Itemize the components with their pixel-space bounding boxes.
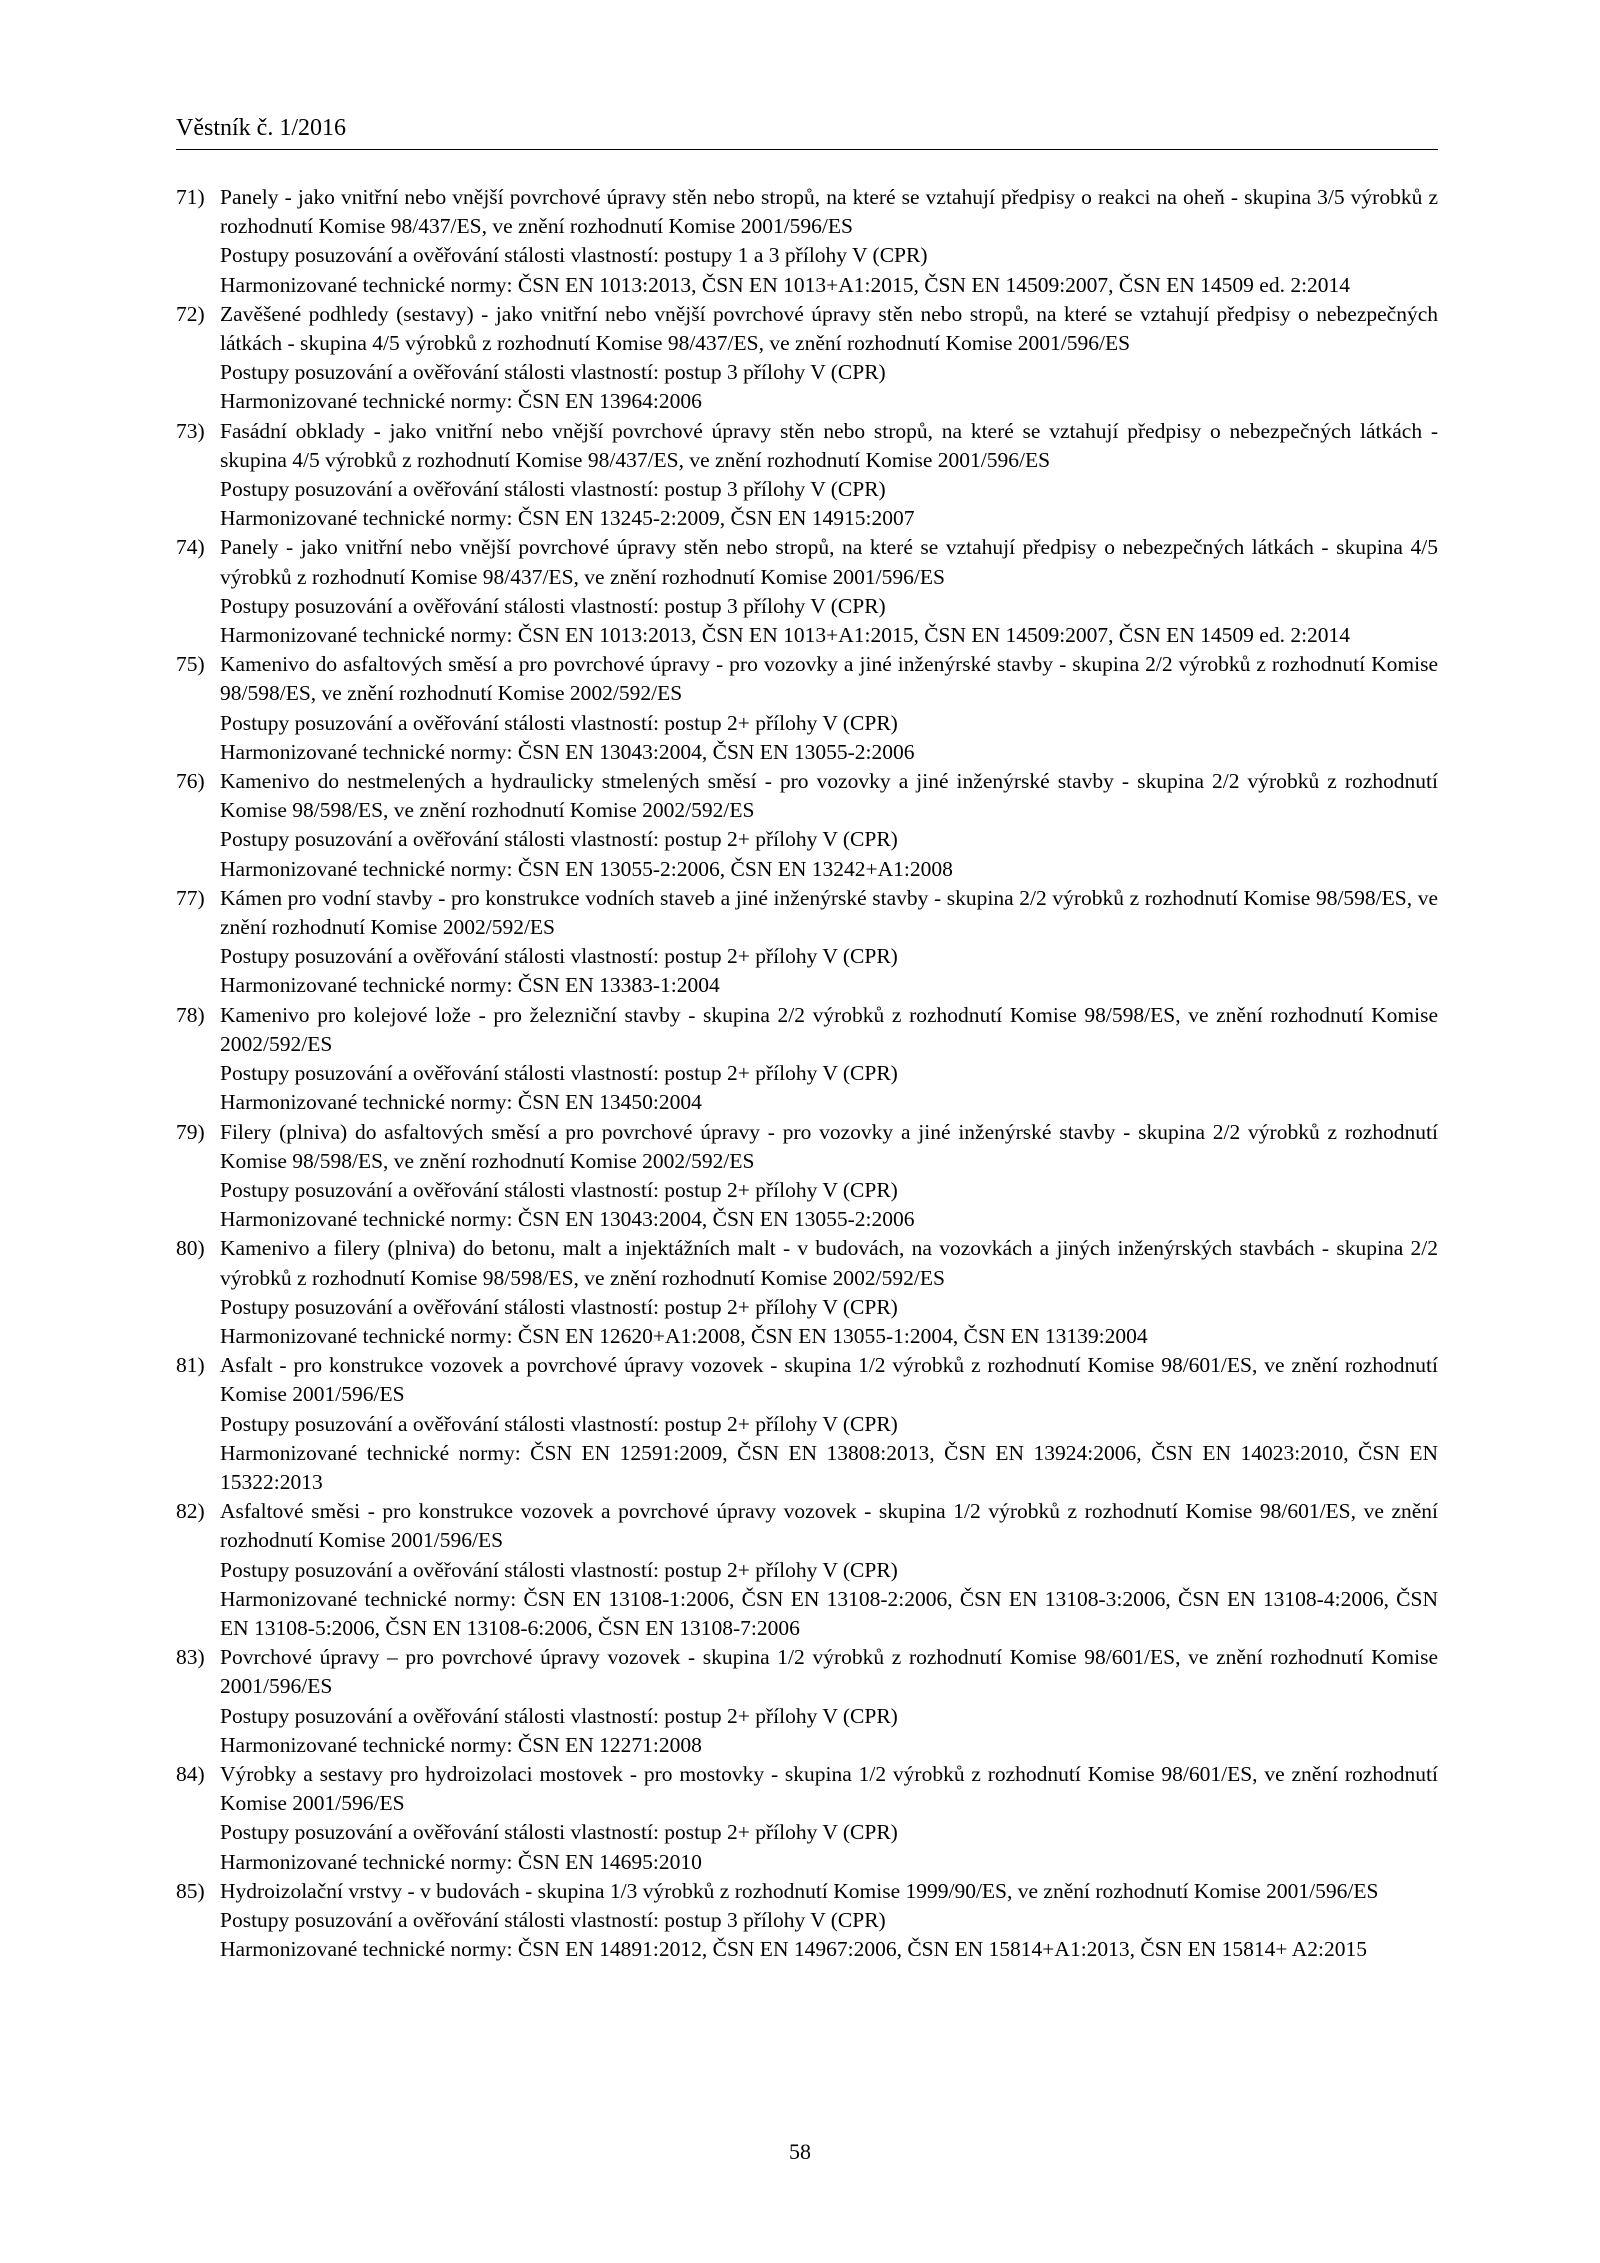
journal-title: Věstník č. 1/2016 [176,115,346,141]
item-description: Zavěšené podhledy (sestavy) - jako vnitřní nebo vnější povrchové úpravy stěn nebo stropů, na které se vztahují předpisy o nebezpečných látkách - skupina 4/5 výrobků z rozhodnutí Komise 98/437/ES, ve znění rozhodnutí Komise 2001/596/ES [220,301,1438,356]
item-procedure: Postupy posuzování a ověřování stálosti vlastností: postup 3 přílohy V (CPR) [220,360,886,385]
item-procedure: Postupy posuzování a ověřování stálosti vlastností: postup 3 přílohy V (CPR) [220,477,886,502]
list-item [176,1760,1438,1877]
item-norms: Harmonizované technické normy: ČSN EN 13450:2004 [220,1090,702,1115]
item-number: 75) [176,652,205,677]
item-norms: Harmonizované technické normy: ČSN EN 13964:2006 [220,389,702,414]
list-item [176,884,1438,1001]
item-norms: Harmonizované technické normy: ČSN EN 12271:2008 [220,1732,702,1757]
item-norms: Harmonizované technické normy: ČSN EN 13043:2004, ČSN EN 13055-2:2006 [220,1207,915,1232]
list-item [176,1118,1438,1235]
item-number: 79) [176,1119,205,1144]
item-number: 82) [176,1499,205,1524]
item-list [176,183,1438,1964]
item-number: 74) [176,535,205,560]
list-item [176,417,1438,534]
item-description: Výrobky a sestavy pro hydroizolaci mostovek - pro mostovky - skupina 1/2 výrobků z rozhodnutí Komise 98/601/ES, ve znění rozhodnutí Komise 2001/596/ES [220,1761,1438,1816]
item-number: 80) [176,1236,205,1261]
item-procedure: Postupy posuzování a ověřování stálosti vlastností: postupy 1 a 3 přílohy V (CPR) [220,243,928,268]
item-norms: Harmonizované technické normy: ČSN EN 14695:2010 [220,1849,702,1874]
item-description: Kamenivo a filery (plniva) do betonu, malt a injektážních malt - v budovách, na vozovkách a jiných inženýrských stavbách - skupina 2/2 výrobků z rozhodnutí Komise 98/598/ES, ve znění rozhodnutí Komise 2002/592/ES [220,1236,1438,1290]
item-norms: Harmonizované technické normy: ČSN EN 13108-1:2006, ČSN EN 13108-2:2006, ČSN EN 13108-3:2006, ČSN EN 13108-4:2006, ČSN EN 13108-5:2006, ČSN EN 13108-6:2006, ČSN EN 13108-7:2006 [220,1586,1438,1640]
item-description: Panely - jako vnitřní nebo vnější povrchové úpravy stěn nebo stropů, na které se vztahují předpisy o nebezpečných látkách - skupina 4/5 výrobků z rozhodnutí Komise 98/437/ES, ve znění rozhodnutí Komise 2001/596/ES [220,535,1438,589]
item-number: 71) [176,185,205,209]
item-number: 76) [176,769,205,794]
item-norms: Harmonizované technické normy: ČSN EN 12620+A1:2008, ČSN EN 13055-1:2004, ČSN EN 13139:2004 [220,1323,1148,1348]
item-procedure: Postupy posuzování a ověřování stálosti vlastností: postup 2+ přílohy V (CPR) [220,1557,898,1582]
item-norms: Harmonizované technické normy: ČSN EN 13043:2004, ČSN EN 13055-2:2006 [220,739,915,764]
list-item [176,300,1438,417]
item-description: Kamenivo do nestmelených a hydraulicky stmelených směsí - pro vozovky a jiné inženýrské stavby - skupina 2/2 výrobků z rozhodnutí Komise 98/598/ES, ve znění rozhodnutí Komise 2002/592/ES [220,769,1438,823]
item-procedure: Postupy posuzování a ověřování stálosti vlastností: postup 2+ přílohy V (CPR) [220,944,898,969]
item-procedure: Postupy posuzování a ověřování stálosti vlastností: postup 2+ přílohy V (CPR) [220,827,898,852]
list-item [176,1234,1438,1351]
page-number: 58 [789,2139,811,2164]
item-description: Filery (plniva) do asfaltových směsí a pro povrchové úpravy - pro vozovky a jiné inženýrské stavby - skupina 2/2 výrobků z rozhodnutí Komise 98/598/ES, ve znění rozhodnutí Komise 2002/592/ES [220,1119,1438,1173]
item-procedure: Postupy posuzování a ověřování stálosti vlastností: postup 2+ přílohy V (CPR) [220,1294,898,1319]
item-procedure: Postupy posuzování a ověřování stálosti vlastností: postup 2+ přílohy V (CPR) [220,1820,898,1845]
item-number: 81) [176,1353,205,1378]
item-procedure: Postupy posuzování a ověřování stálosti vlastností: postup 3 přílohy V (CPR) [220,593,886,618]
item-norms: Harmonizované technické normy: ČSN EN 1013:2013, ČSN EN 1013+A1:2015, ČSN EN 14509:2007, ČSN EN 14509 ed. 2:2014 [220,623,1351,648]
list-item [176,533,1438,650]
list-item [176,183,1438,300]
item-norms: Harmonizované technické normy: ČSN EN 13383-1:2004 [220,973,720,998]
item-number: 84) [176,1761,205,1786]
item-procedure: Postupy posuzování a ověřování stálosti vlastností: postup 2+ přílohy V (CPR) [220,1411,898,1436]
item-description: Fasádní obklady - jako vnitřní nebo vnější povrchové úpravy stěn nebo stropů, na které se vztahují předpisy o nebezpečných látkách - skupina 4/5 výrobků z rozhodnutí Komise 98/437/ES, ve znění rozhodnutí Komise 2001/596/ES [220,418,1438,472]
item-number: 83) [176,1645,205,1670]
item-number: 77) [176,885,205,910]
item-procedure: Postupy posuzování a ověřování stálosti vlastností: postup 2+ přílohy V (CPR) [220,1061,898,1086]
list-item [176,1351,1438,1497]
item-procedure: Postupy posuzování a ověřování stálosti vlastností: postup 3 přílohy V (CPR) [220,1907,886,1932]
item-norms: Harmonizované technické normy: ČSN EN 14891:2012, ČSN EN 14967:2006, ČSN EN 15814+A1:2013, ČSN EN 15814+ A2:2015 [220,1937,1367,1962]
item-procedure: Postupy posuzování a ověřování stálosti vlastností: postup 2+ přílohy V (CPR) [220,1703,898,1728]
item-description: Asfaltové směsi - pro konstrukce vozovek a povrchové úpravy vozovek - skupina 1/2 výrobků z rozhodnutí Komise 98/601/ES, ve znění rozhodnutí Komise 2001/596/ES [220,1499,1438,1553]
item-number: 78) [176,1002,205,1027]
item-description: Panely - jako vnitřní nebo vnější povrchové úpravy stěn nebo stropů, na které se vztahují předpisy o reakci na oheň - skupina 3/5 výrobků z rozhodnutí Komise 98/437/ES, ve znění rozhodnutí Komise 2001/596/ES [220,185,1438,239]
item-description: Povrchové úpravy – pro povrchové úpravy vozovek - skupina 1/2 výrobků z rozhodnutí Komise 98/601/ES, ve znění rozhodnutí Komise 2001/596/ES [220,1645,1438,1699]
item-norms: Harmonizované technické normy: ČSN EN 13245-2:2009, ČSN EN 14915:2007 [220,506,915,531]
item-procedure: Postupy posuzování a ověřování stálosti vlastností: postup 2+ přílohy V (CPR) [220,1177,898,1202]
item-number: 72) [176,301,205,326]
item-description: Kámen pro vodní stavby - pro konstrukce vodních staveb a jiné inženýrské stavby - skupina 2/2 výrobků z rozhodnutí Komise 98/598/ES, ve znění rozhodnutí Komise 2002/592/ES [220,885,1438,940]
list-item [176,650,1438,767]
item-norms: Harmonizované technické normy: ČSN EN 12591:2009, ČSN EN 13808:2013, ČSN EN 13924:2006, ČSN EN 14023:2010, ČSN EN 15322:2013 [220,1440,1438,1494]
list-item [176,1643,1438,1760]
item-description: Asfalt - pro konstrukce vozovek a povrchové úpravy vozovek - skupina 1/2 výrobků z rozhodnutí Komise 98/601/ES, ve znění rozhodnutí Komise 2001/596/ES [220,1353,1438,1407]
item-description: Kamenivo pro kolejové lože - pro železniční stavby - skupina 2/2 výrobků z rozhodnutí Komise 98/598/ES, ve znění rozhodnutí Komise 2002/592/ES [220,1002,1438,1056]
item-number: 85) [176,1878,205,1903]
item-procedure: Postupy posuzování a ověřování stálosti vlastností: postup 2+ přílohy V (CPR) [220,710,898,735]
list-item [176,1001,1438,1118]
item-description: Kamenivo do asfaltových směsí a pro povrchové úpravy - pro vozovky a jiné inženýrské stavby - skupina 2/2 výrobků z rozhodnutí Komise 98/598/ES, ve znění rozhodnutí Komise 2002/592/ES [220,652,1438,706]
list-item [176,1877,1438,1965]
page-header [176,113,1438,150]
item-number: 73) [176,418,205,443]
item-norms: Harmonizované technické normy: ČSN EN 13055-2:2006, ČSN EN 13242+A1:2008 [220,856,953,881]
item-norms: Harmonizované technické normy: ČSN EN 1013:2013, ČSN EN 1013+A1:2015, ČSN EN 14509:2007, ČSN EN 14509 ed. 2:2014 [220,272,1351,297]
list-item [176,767,1438,884]
list-item [176,1497,1438,1643]
item-description: Hydroizolační vrstvy - v budovách - skupina 1/3 výrobků z rozhodnutí Komise 1999/90/ES, ve znění rozhodnutí Komise 2001/596/ES [220,1878,1379,1903]
